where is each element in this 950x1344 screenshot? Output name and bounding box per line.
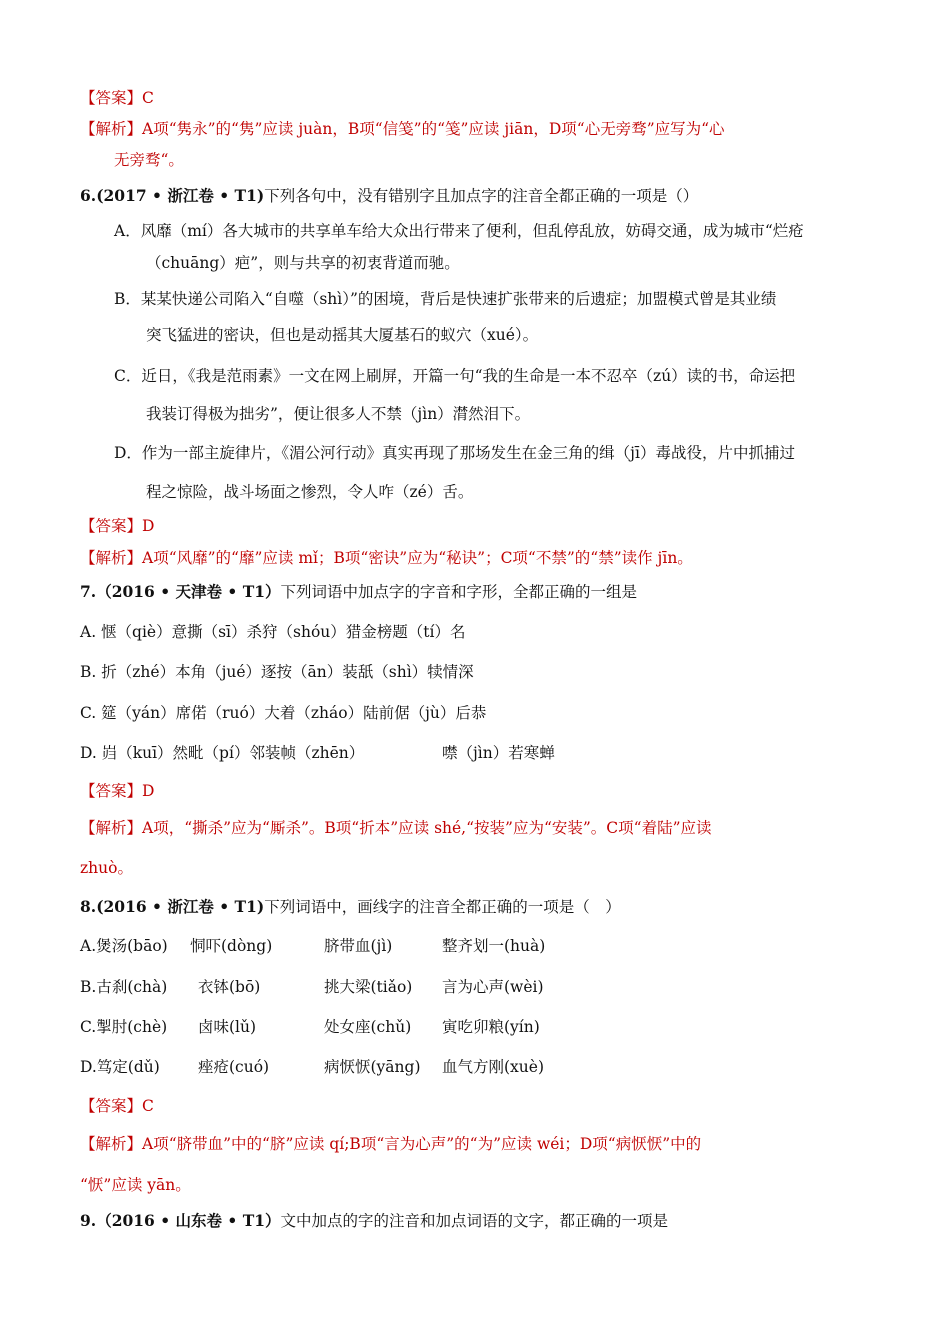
q6-option-a-line-2: （chuāng）疤”，则与共享的初衷背道而驰。 [146,254,460,272]
q5-analysis-line-1 [80,119,725,139]
q8-cell: C.掣肘(chè) [80,1018,168,1036]
q8-analysis-line-1 [80,1134,701,1154]
question-number: 7. [80,582,97,601]
option-d-part-1: D. 岿（kuī）然毗（pí）邻装帧（zhēn） [80,744,365,762]
analysis-text: A项“隽永”的“隽”应读 juàn，B项“信笺”的“笺”应读 jiān，D项“心无旁骛”应写为“心 [142,120,725,138]
q8-cell: 血气方刚(xuè) [442,1058,544,1076]
q8-cell: 卤味(lǔ) [198,1018,257,1036]
q8-cell: 痤疮(cuó) [198,1058,270,1076]
q6-option-b-line-1: B．某某快递公司陷入“自噬（shì）”的困境，背后是快速扩张带来的后遗症；加盟模式曾是其业绩 [114,290,777,308]
q6-stem [80,186,698,206]
q7-option-d-part-2: 噤（jìn）若寒蝉 [442,744,555,762]
q7-answer [80,781,154,801]
q8-cell: D.笃定(dǔ) [80,1058,160,1076]
q8-stem [80,897,621,917]
q6-option-c-line-2: 我装订得极为拙劣”，便让很多人不禁（jìn）潸然泪下。 [146,405,531,423]
q7-option-a: A. 惬（qiè）意撕（sī）杀狩（shóu）猎金榜题（tí）名 [80,623,466,641]
answer-value: C [142,89,154,107]
q8-cell: 恫吓(dòng) [190,937,273,955]
answer-value: D [142,782,155,800]
q9-stem [80,1211,668,1231]
q8-cell: A.煲汤(bāo) [80,937,168,955]
question-source: (2017 • 浙江卷 • T1) [96,186,265,205]
q7-option-c: C. 筵（yán）席偌（ruó）大着（zháo）陆前倨（jù）后恭 [80,704,487,722]
question-stem: 下列词语中加点字的字音和字形，全都正确的一组是 [280,583,638,601]
question-stem: 下列各句中，没有错别字且加点字的注音全都正确的一项是（） [264,187,699,205]
q7-analysis-line-2: zhuò。 [80,859,133,877]
q8-cell: 挑大梁(tiǎo) [324,978,413,996]
question-source: （2016 • 天津卷 • T1） [96,582,281,601]
analysis-label: 【解析】 [80,120,143,138]
q6-option-c-line-1: C．近日，《我是范雨素》一文在网上刷屏，开篇一句“我的生命是一本不忍卒（zú）读的书，命运把 [114,367,796,385]
q6-option-d-line-1: D．作为一部主旋律片，《湄公河行动》真实再现了那场发生在金三角的缉（jī）毒战役，片中抓捕过 [114,444,795,462]
answer-label: 【答案】 [80,89,143,107]
q6-option-b-line-2: 突飞猛进的密诀，但也是动摇其大厦基石的蚁穴（xué）。 [146,326,539,344]
q8-cell: 处女座(chǔ) [324,1018,412,1036]
q8-answer [80,1096,154,1116]
analysis-text: A项“风靡”的“靡”应读 mǐ；B项“密诀”应为“秘诀”；C项“不禁”的“禁”读作 jīn。 [142,549,693,567]
q5-analysis-line-2: 无旁骛“。 [114,151,184,169]
question-source: (2016 • 浙江卷 • T1) [96,897,265,916]
analysis-label: 【解析】 [80,819,143,837]
analysis-label: 【解析】 [80,1135,143,1153]
answer-value: D [142,517,155,535]
q5-answer [80,88,154,108]
question-number: 9. [80,1211,97,1230]
answer-label: 【答案】 [80,1097,143,1115]
answer-label: 【答案】 [80,782,143,800]
q8-cell: 病恹恹(yāng) [324,1058,421,1076]
q8-cell: B.古刹(chà) [80,978,168,996]
q8-cell: 寅吃卯粮(yín) [442,1018,540,1036]
analysis-label: 【解析】 [80,549,143,567]
q8-analysis-line-2: “恹”应读 yān。 [80,1176,191,1194]
q6-analysis [80,548,693,568]
q7-option-b: B. 折（zhé）本角（jué）逐按（ān）装舐（shì）犊情深 [80,663,474,681]
q6-answer [80,516,154,536]
question-number: 6. [80,186,97,205]
q8-cell: 脐带血(jì) [324,937,393,955]
analysis-text: A项“脐带血”中的“脐”应读 qí;B项“言为心声”的“为”应读 wéi；D项“病恹恹”中的 [142,1135,702,1153]
q7-stem [80,582,637,602]
question-stem: 文中加点的字的注音和加点词语的文字，都正确的一项是 [280,1212,669,1230]
q6-option-a-line-1: A．风靡（mí）各大城市的共享单车给大众出行带来了便利，但乱停乱放，妨碍交通，成为城市“烂疮 [114,222,804,240]
analysis-text: A项，“撕杀”应为“厮杀”。B项“折本”应读 shé,“按装”应为“安装”。C项“着陆”应读 [142,819,712,837]
q8-cell: 整齐划一(huà) [442,937,546,955]
q7-analysis-line-1 [80,818,712,838]
q8-cell: 衣钵(bō) [198,978,261,996]
question-number: 8. [80,897,97,916]
answer-value: C [142,1097,154,1115]
q6-option-d-line-2: 程之惊险，战斗场面之惨烈，令人咋（zé）舌。 [146,483,474,501]
question-stem: 下列词语中，画线字的注音全都正确的一项是（ ） [264,898,621,916]
question-source: （2016 • 山东卷 • T1） [96,1211,281,1230]
answer-label: 【答案】 [80,517,143,535]
q7-option-d [80,743,364,763]
q8-cell: 言为心声(wèi) [442,978,544,996]
